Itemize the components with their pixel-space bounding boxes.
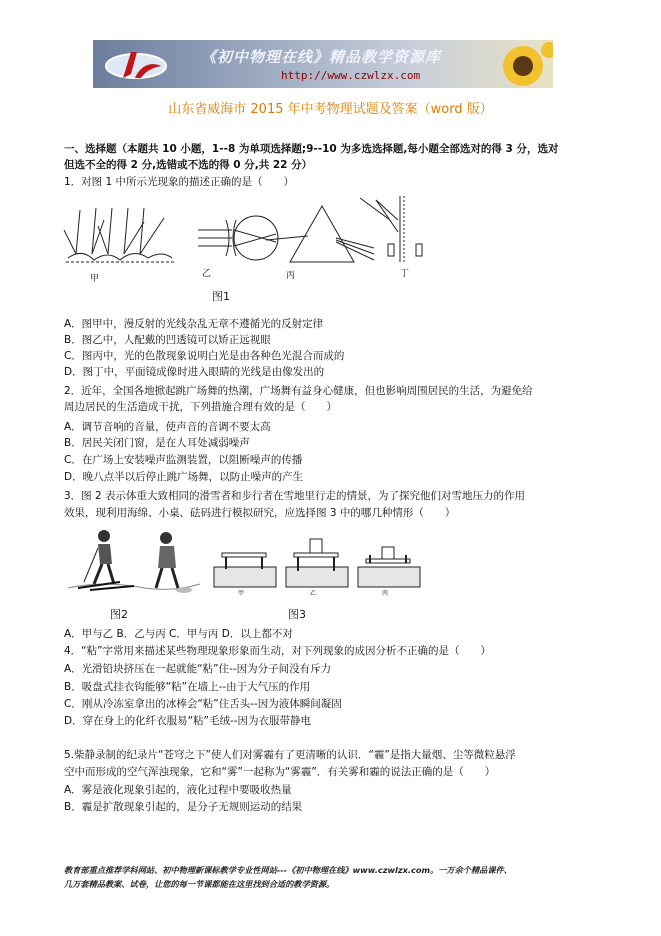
figure-1-label-b: 乙 [202,269,212,279]
figure-3-label-a: 甲 [238,590,245,597]
figure-1-illustration [60,190,440,280]
question-5-option-a: A．雾是液化现象引起的，液化过程中要吸收热量 [64,784,292,796]
question-1-stem: 1．对图 1 中所示光现象的描述正确的是（ ） [64,176,295,188]
figure-3b [286,539,348,587]
figure-3a [214,553,276,587]
question-2-option-b: B．居民关闭门窗，是在人耳处减弱噪声 [64,437,250,449]
figure-3-sponge-table [212,533,422,591]
question-5-stem-line1: 5.柴静录制的纪录片“苍穹之下”使人们对雾霾有了更清晰的认识．“霾”是指大量烟、尘等微粒悬浮 [64,749,516,761]
question-4-option-b: B．吸盘式挂衣钩能够“粘”在墙上--由于大气压的作用 [64,681,311,693]
banner-url: http://www.czwlzx.com [281,69,421,82]
figure-1b-eye-lens [198,216,278,260]
question-4-option-a: A．光滑铅块挤压在一起就能“粘”住--因为分子间没有斥力 [64,663,332,675]
question-1-option-c: C．图丙中，光的色散现象说明白光是由各种色光混合而成的 [64,350,345,362]
question-5-stem-line2: 空中而形成的空气浑浊现象，它和“雾”一起称为“雾霾”．有关雾和霾的说法正确的是（ ） [64,766,496,778]
document-title: 山东省威海市 2015 年中考物理试题及答案（word 版） [168,102,493,117]
site-logo [101,44,171,84]
question-1-option-a: A．图甲中，漫反射的光线杂乱无章不遵循光的反射定律 [64,318,324,330]
figure-3-caption: 图3 [288,608,306,621]
question-4-stem: 4．“粘”字常用来描述某些物理现象形象而生动，对下列现象的成因分析不正确的是（ ） [64,645,492,657]
figure-3c [358,547,420,587]
figure-2-skier-walker [64,526,204,596]
figure-1a-diffuse-reflection [64,208,176,262]
question-1-option-b: B．图乙中，人配戴的凹透镜可以矫正远视眼 [64,334,271,346]
question-1-option-d: D．图丁中，平面镜成像时进入眼睛的光线是由像发出的 [64,366,325,378]
sunflower-image [493,40,553,88]
question-2-option-d: D．晚八点半以后停止跳广场舞，以防止噪声的产生 [64,471,304,483]
footer-line1: 教育部重点推荐学科网站、初中物理新课标教学专业性网站---《初中物理在线》www.czwlzx.com。一万余个精品课件、 [64,865,512,875]
question-4-option-d: D．穿在身上的化纤衣服易“粘”毛绒--因为衣服带静电 [64,715,312,727]
question-2-stem-line2: 周边居民的生活造成干扰，下列措施合理有效的是（ ） [64,401,337,413]
question-2-option-a: A．调节音响的音量，使声音的音调不要太高 [64,421,271,433]
section-header-line1: 一、选择题（本题共 10 小题，1--8 为单项选择题;9--10 为多选选择题,每小题全部选对的得 3 分，选对 [64,143,559,155]
site-banner [93,40,553,88]
question-2-option-c: C．在广场上安装噪声监测装置，以阻断噪声的传播 [64,454,303,466]
question-4-option-c: C．刚从冷冻室拿出的冰棒会“粘”住舌头--因为液体瞬间凝固 [64,698,342,710]
footer-line2: 几万套精品教案、试卷，让您的每一节课都能在这里找到合适的教学资源。 [64,879,335,889]
section-header-line2: 但选不全的得 2 分,选错或不选的得 0 分,共 22 分） [64,159,313,171]
question-3-stem-line2: 效果，现利用海绵、小桌、砝码进行模拟研究，应选择图 3 中的哪几种情形（ ） [64,507,456,519]
question-2-stem-line1: 2．近年，全国各地掀起跳广场舞的热潮，广场舞有益身心健康，但也影响周围居民的生活，为避免给 [64,385,533,397]
figure-3-label-b: 乙 [310,590,317,597]
figure-2-caption: 图2 [110,608,128,621]
banner-title: 《初中物理在线》精品教学资源库 [201,48,442,66]
question-3-stem-line1: 3．图 2 表示体重大致相同的滑雪者和步行者在雪地里行走的情景，为了探究他们对雪地压力的作用 [64,490,526,502]
figure-1-caption: 图1 [212,290,230,303]
figure-3-label-c: 丙 [382,590,389,597]
question-3-options: A．甲与乙 B．乙与丙 C．甲与丙 D．以上都不对 [64,628,293,640]
figure-1-label-d: 丁 [400,269,410,279]
figure-1c-prism [266,206,374,262]
figure-1-label-c: 丙 [286,271,296,281]
figure-1-label-a: 甲 [90,274,100,284]
question-5-option-b: B．霾是扩散现象引起的，是分子无规则运动的结果 [64,801,303,813]
